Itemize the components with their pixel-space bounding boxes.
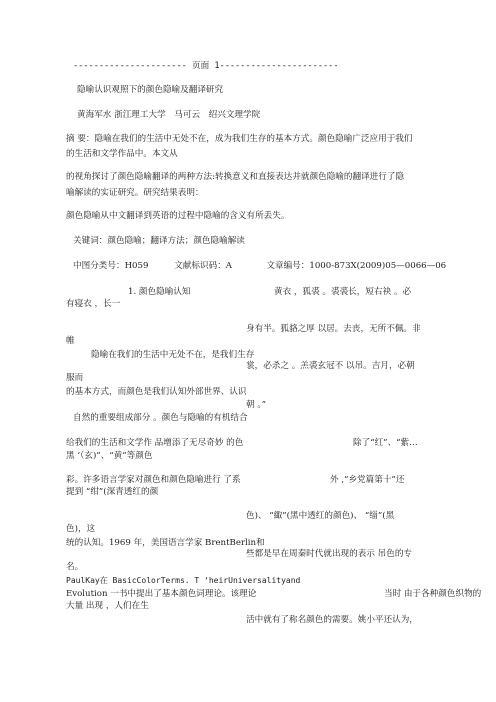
body-line: 活中就有了称名颜色的需要。姚小平还认为， (246, 615, 418, 625)
body-line: 统的认知。1969 年，美国语言学家 BrentBerlin和 (66, 538, 265, 548)
abstract-line: 喻解读的实证研究。研究结果表明： (66, 188, 204, 198)
body-line: 名。 (66, 562, 84, 572)
abstract-line: 的生活和文学作品中。本文从 (66, 149, 178, 159)
body-line: 的基本方式，而颜色是我们认知外部世界、认识 (66, 387, 247, 397)
body-line: 当时 由于各种颜色织物的 (384, 589, 482, 599)
body-line: 色)、 “緅”(黑中透红的颜色)、 “缁”(黑 (246, 511, 395, 521)
classification-text: 中图分类号：H059 文献标识码：A 文章编号：1000-873X(2009)05—0066—06 (73, 261, 447, 271)
body-line: 身有半。狐貉之厚 以居。去丧，无所不佩。非 (246, 324, 421, 334)
body-line: 服而 (66, 373, 84, 383)
abstract-line: 的视角探讨了颜色隐喻翻译的两种方法:转换意义和直接表达并就颜色隐喻的翻译进行了隐 (66, 172, 405, 182)
body-line: 除了“红”、“紫… (353, 438, 418, 448)
body-line: PaulKay在 BasicColorTerms. T ‘heirUniversalityand (66, 576, 301, 585)
body-line: 色)，这 (66, 524, 96, 534)
body-line: 黄衣 ，狐裘 。裘裘长，短右袂 。必 (274, 287, 412, 297)
body-line: Evolution 一书中提出了基本颜色词理论。该理论 (66, 589, 257, 599)
classification-line (73, 260, 446, 272)
body-line: 给我们的生活和文学作 品增添了无尽奇妙 的色 (66, 438, 244, 448)
body-line: 提到 “绀”(深青透红的颜 (66, 487, 159, 497)
body-line: 有寝衣 ，长一 (66, 299, 121, 309)
keywords: 关键词：颜色隐喻；翻译方法；颜色隐喻解读 (73, 236, 245, 246)
article-title: 隐喻认识观照下的颜色隐喻及翻译研究 (77, 85, 224, 95)
body-line: 外 ,“乡党篇第十”还 (330, 475, 405, 485)
body-line: 黑 ‘（玄)”、“黄”等颜色 (66, 451, 153, 461)
body-line: 裳，必杀之 。羔裘玄冠不 以吊。吉月，必朝 (246, 361, 415, 371)
section-heading: 1. 颜色隐喻认知 (128, 287, 191, 297)
body-line: 些都是早在周秦时代就出现的表示 吊色的专 (246, 549, 413, 559)
body-line: 帷 (66, 336, 75, 346)
article-authors: 黄海军水 浙江理工大学 马可云 绍兴文理学院 (77, 110, 261, 120)
body-line: 隐喻在我们的生活中无处不在，是我们生存 (91, 350, 255, 360)
body-line: 彩。许多语言学家对颜色和颜色隐喻进行 了系 (66, 475, 241, 485)
page-separator: ---------------------- 页面 1----------------------- (73, 61, 339, 71)
body-line: 自然的重要组成部分 。颜色与隐喻的有机结合 (73, 413, 248, 423)
body-line: 大量 出现 ，人们在生 (66, 601, 149, 611)
abstract-line: 摘 要：隐喻在我们的生活中无处不在，成为我们生存的基本方式。颜色隐喻广泛应用于我们 (66, 134, 413, 144)
abstract-line: 颜色隐喻从中文翻译到英语的过程中隐喻的含义有所丢失。 (66, 211, 290, 221)
body-line: 朝 。” (246, 400, 267, 410)
